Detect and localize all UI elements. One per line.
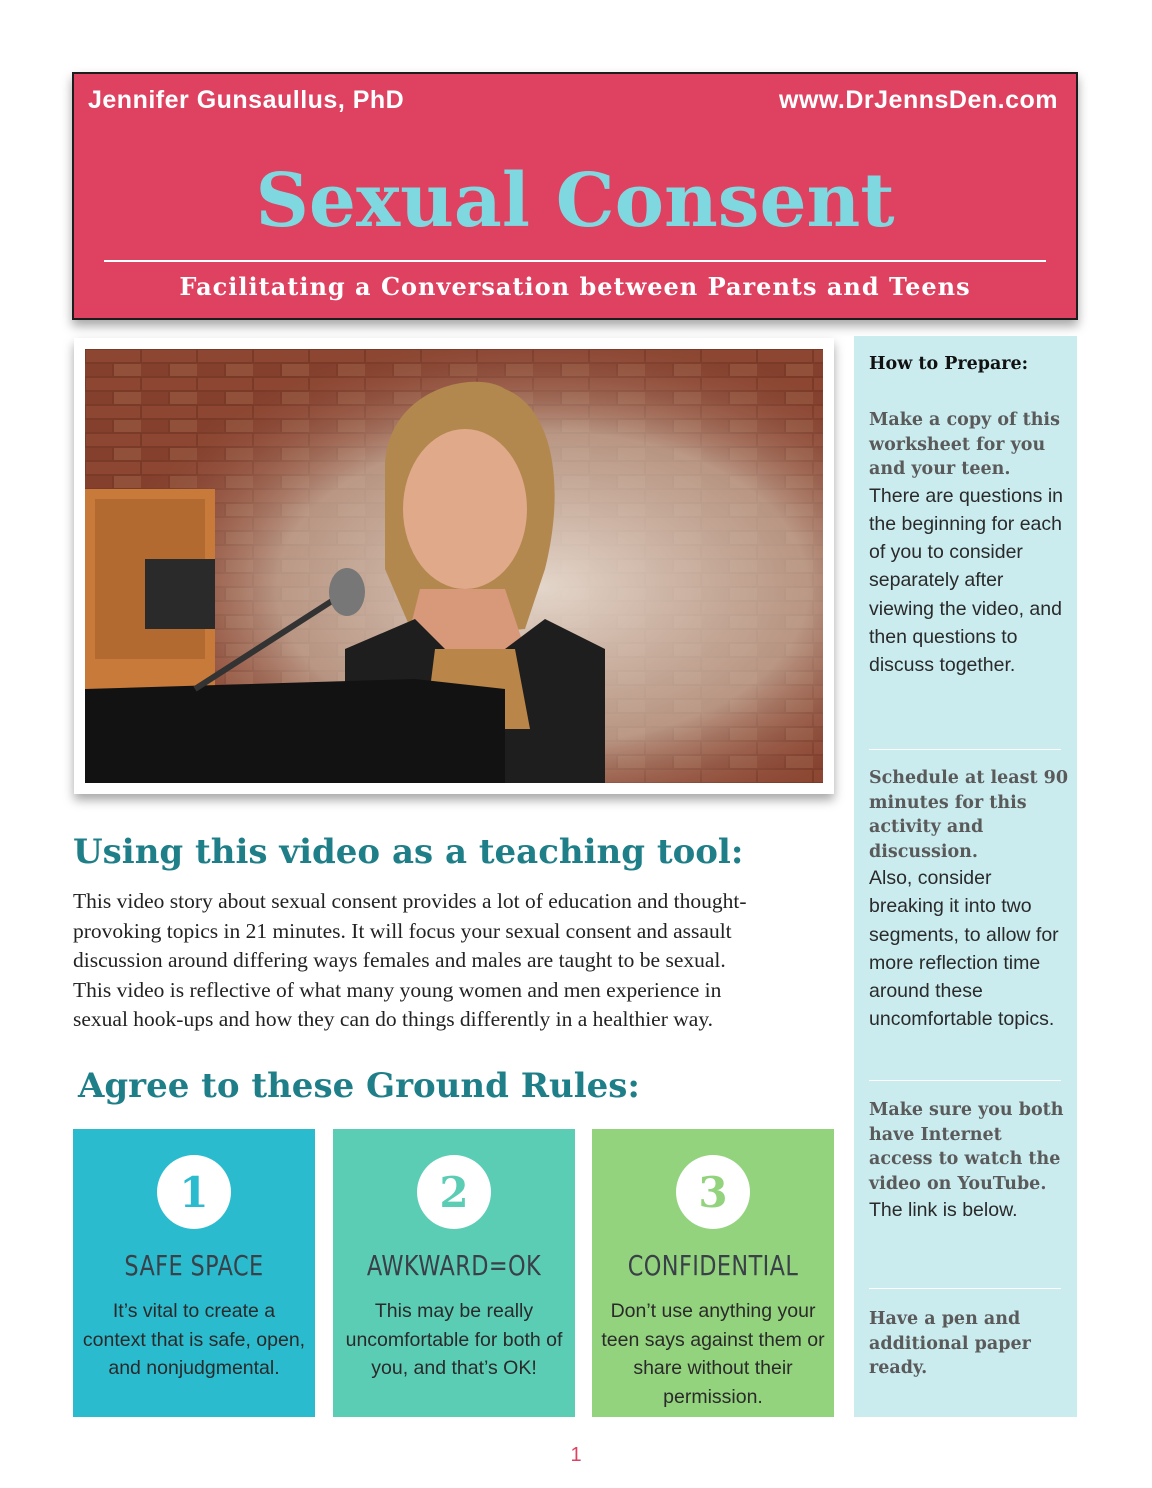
website-url[interactable]: www.DrJennsDen.com xyxy=(779,86,1058,114)
page-title: Sexual Consent xyxy=(255,158,895,244)
paragraph-line: provoking topics in 21 minutes. It will focus your sexual consent and assault xyxy=(73,918,732,943)
rule-card-safe-space xyxy=(73,1129,315,1417)
author-name: Jennifer Gunsaullus, PhD xyxy=(88,86,405,114)
header-divider xyxy=(104,260,1046,262)
speaker-photo-frame xyxy=(74,338,834,794)
sidebar-section xyxy=(869,1307,1069,1381)
sidebar-section-head: Make sure you both have Internet access to watch the video on YouTube. xyxy=(869,1100,1064,1194)
sidebar-section-body: There are questions in the beginning for each of you to consider separately after viewing the video, and then questions to discuss together. xyxy=(869,484,1064,677)
sidebar-section-head: Schedule at least 90 minutes for this activity and discussion. xyxy=(869,768,1069,862)
sidebar-section-body: The link is below. xyxy=(869,1199,1018,1221)
sidebar-section xyxy=(869,766,1069,1034)
sidebar-section xyxy=(869,408,1069,680)
rule-name: SAFE SPACE xyxy=(124,1249,264,1282)
page-number: 1 xyxy=(570,1444,582,1466)
rule-card-confidential xyxy=(592,1129,834,1417)
teaching-heading: Using this video as a teaching tool: xyxy=(73,832,744,872)
rule-description: It’s vital to create a context that is safe, open, and nonjudgmental. xyxy=(82,1300,306,1379)
speaker-photo xyxy=(85,349,823,783)
rule-card-awkward-ok xyxy=(333,1129,575,1417)
rule-name: CONFIDENTIAL xyxy=(627,1249,799,1282)
rule-name: AWKWARD=OK xyxy=(366,1249,542,1282)
rule-number-badge: 2 xyxy=(417,1155,491,1229)
paragraph-line: discussion around differing ways females and males are taught to be sexual. xyxy=(73,948,726,972)
rule-description: Don’t use anything your teen says against them or share without their permission. xyxy=(601,1300,825,1408)
teaching-paragraph xyxy=(73,887,838,1035)
rule-description: This may be really uncomfortable for both of you, and that’s OK! xyxy=(345,1300,563,1379)
paragraph-line: This video is reflective of what many young women and men experience in xyxy=(73,977,722,1002)
ground-rules-heading: Agree to these Ground Rules: xyxy=(78,1066,640,1106)
sidebar-section-head: Make a copy of this worksheet for you and your teen. xyxy=(869,410,1060,479)
paragraph-line: This video story about sexual consent provides a lot of education and thought- xyxy=(73,889,747,913)
sidebar-section xyxy=(869,1098,1069,1224)
sidebar-divider xyxy=(869,749,1061,750)
header-banner xyxy=(72,72,1078,320)
sidebar-section-body: Also, consider breaking it into two segments, to allow for more reflection time around these uncomfortable topics. xyxy=(869,867,1059,1031)
paragraph-line: sexual hook-ups and how they can do things differently in a healthier way. xyxy=(73,1007,714,1031)
sidebar-divider xyxy=(869,1288,1061,1289)
rule-number-badge: 1 xyxy=(157,1155,231,1229)
sidebar-section-head: Have a pen and additional paper ready. xyxy=(869,1309,1031,1378)
rule-number-badge: 3 xyxy=(676,1155,750,1229)
prepare-sidebar xyxy=(854,336,1077,1417)
sidebar-divider xyxy=(869,1080,1061,1081)
page-subtitle: Facilitating a Conversation between Parents and Teens xyxy=(179,272,971,301)
sidebar-title: How to Prepare: xyxy=(869,354,1029,374)
